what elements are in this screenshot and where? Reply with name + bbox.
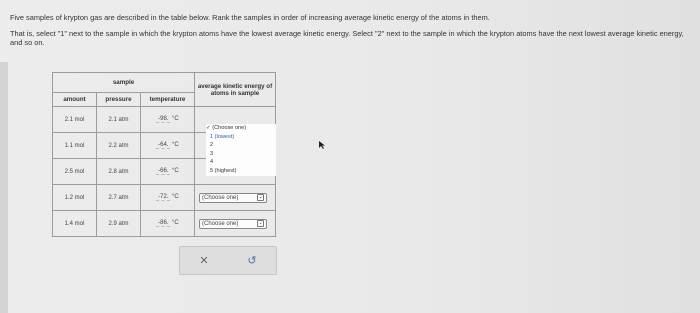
chevron-down-icon: ⌄ [258,220,263,226]
table-row [53,211,276,237]
pressure-cell: 2.1 atm [97,107,141,133]
window-edge [0,62,8,313]
pressure-header: pressure [97,93,141,107]
instructions-line-1: Five samples of krypton gas are described in the table below. Rank the samples in order of increasing average kinetic energy of the atoms in them. [10,13,490,22]
mouse-cursor-icon [317,140,327,150]
temperature-header: temperature [141,93,195,107]
dropdown-option[interactable]: 4 [210,159,214,166]
dropdown-option[interactable]: 2 [210,142,214,149]
amount-cell: 2.1 mol [53,107,97,133]
temperature-cell: -98. °C [141,107,195,133]
temperature-cell: -86. °C [141,211,195,237]
energy-header: average kinetic energy of atoms in sample [195,73,276,107]
chevron-down-icon: ⌄ [258,194,263,200]
pressure-cell: 2.7 atm [97,185,141,211]
rank-select[interactable]: (Choose one) ⌄ [199,193,267,203]
temperature-cell: -66. °C [141,159,195,185]
dropdown-option[interactable]: ✓ (Choose one) [206,125,247,131]
pressure-cell: 2.9 atm [97,211,141,237]
checkmark-icon: ✓ [206,125,213,131]
temperature-cell: -72. °C [141,185,195,211]
instructions-line-2: That is, select "1" next to the sample in which the krypton atoms have the lowest average kinetic energy. Select "2" next to the sample in which the krypton atoms have the next lowest average kinetic energy, and so on. [10,28,684,48]
amount-header: amount [53,93,97,107]
rank-cell [195,211,276,237]
sample-header: sample [53,73,195,93]
instructions [10,13,690,54]
dropdown-option[interactable]: 3 [210,150,214,157]
temperature-cell: -64. °C [141,133,195,159]
amount-cell: 1.2 mol [53,185,97,211]
dropdown-option[interactable]: 5 (highest) [210,167,237,174]
clear-button[interactable]: ✕ [199,255,209,267]
pressure-cell: 2.2 atm [97,133,141,159]
pressure-cell: 2.8 atm [97,159,141,185]
table-row [53,185,276,211]
rank-cell [195,185,276,211]
amount-cell: 1.1 mol [53,133,97,159]
rank-select[interactable]: (Choose one) ⌄ [199,219,267,229]
amount-cell: 2.5 mol [53,159,97,185]
amount-cell: 1.4 mol [53,211,97,237]
action-bar [179,246,277,275]
dropdown-option[interactable]: 1 (lowest) [210,133,235,140]
undo-button[interactable]: ↺ [247,255,257,267]
rank-dropdown-list [206,124,276,176]
